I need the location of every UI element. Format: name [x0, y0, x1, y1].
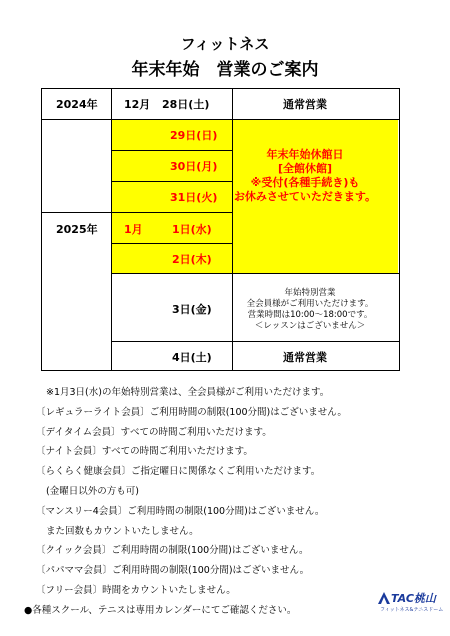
column-divider	[111, 88, 112, 371]
status-normal-hours-28: 通常営業	[283, 98, 327, 111]
note-line: ※1月3日(水)の年始特別営業は、全会員様がご利用いただけます。	[46, 387, 330, 398]
status-normal-hours-4: 通常営業	[283, 351, 327, 364]
page-subtitle: 年末年始 営業のご案内	[131, 60, 319, 80]
day-label-3: 3日(金)	[172, 303, 212, 316]
year-label-2024: 2024年	[56, 98, 98, 111]
row-divider	[111, 243, 232, 244]
note-line: 〔クイック会員〕ご利用時間の制限(100分間)はございません。	[36, 545, 309, 557]
row-divider	[111, 273, 400, 274]
note-line: ●各種スクール、テニスは専用カレンダーにてご確認ください。	[24, 604, 297, 616]
logo-brand: TAC桃山	[391, 592, 436, 605]
day-label-4: 4日(土)	[172, 351, 212, 364]
tac-logo	[378, 590, 444, 620]
note-line: 〔ナイト会員〕すべての時間ご利用いただけます。	[36, 446, 253, 458]
membership-notes	[24, 383, 434, 621]
note-line: 〔パパママ会員〕ご利用時間の制限(100分間)はございません。	[36, 565, 310, 577]
note-line: また回数もカウントいたしません。	[46, 525, 199, 537]
day-label-31: 31日(火)	[170, 191, 218, 204]
row-divider	[111, 341, 400, 342]
page-title: フィットネス	[180, 35, 270, 53]
tac-logo-icon	[378, 592, 390, 604]
note-line: 〔らくらく健康会員〕ご指定曜日に関係なくご利用いただけます。	[36, 466, 321, 478]
row-divider	[41, 212, 232, 213]
note-line: 〔マンスリー4会員〕ご利用時間の制限(100分間)はございません。	[36, 505, 325, 517]
note-line: (金曜日以外の方も可)	[46, 485, 139, 497]
special-hours-notice: 年始特別営業 全会員様がご利用いただけます。 営業時間は10:00～18:00です。 ＜レッスンはございません＞	[246, 288, 374, 331]
day-label-2: 2日(木)	[172, 253, 212, 266]
note-line: 〔フリー会員〕時間をカウントいたしません。	[36, 584, 236, 596]
note-line: 〔デイタイム会員〕すべての時間ご利用いただけます。	[36, 426, 272, 438]
day-label-1: 1日(水)	[172, 223, 212, 236]
row-divider	[41, 119, 400, 120]
note-line: 〔レギュラーライト会員〕ご利用時間の制限(100分間)はございません。	[36, 406, 347, 418]
day-label-28: 28日(土)	[162, 98, 210, 111]
month-label-january: 1月	[124, 223, 143, 236]
closed-days-notice: 年末年始休館日 [全館休館] ※受付(各種手続き)も お休みさせていただきます。	[233, 148, 377, 203]
row-divider	[111, 181, 232, 182]
row-divider	[111, 150, 232, 151]
logo-subtext: フィットネス&テニスドーム	[380, 607, 444, 613]
day-label-30: 30日(月)	[170, 160, 218, 173]
month-label-december: 12月	[124, 98, 151, 111]
day-label-29: 29日(日)	[170, 129, 218, 142]
year-label-2025: 2025年	[56, 223, 98, 236]
